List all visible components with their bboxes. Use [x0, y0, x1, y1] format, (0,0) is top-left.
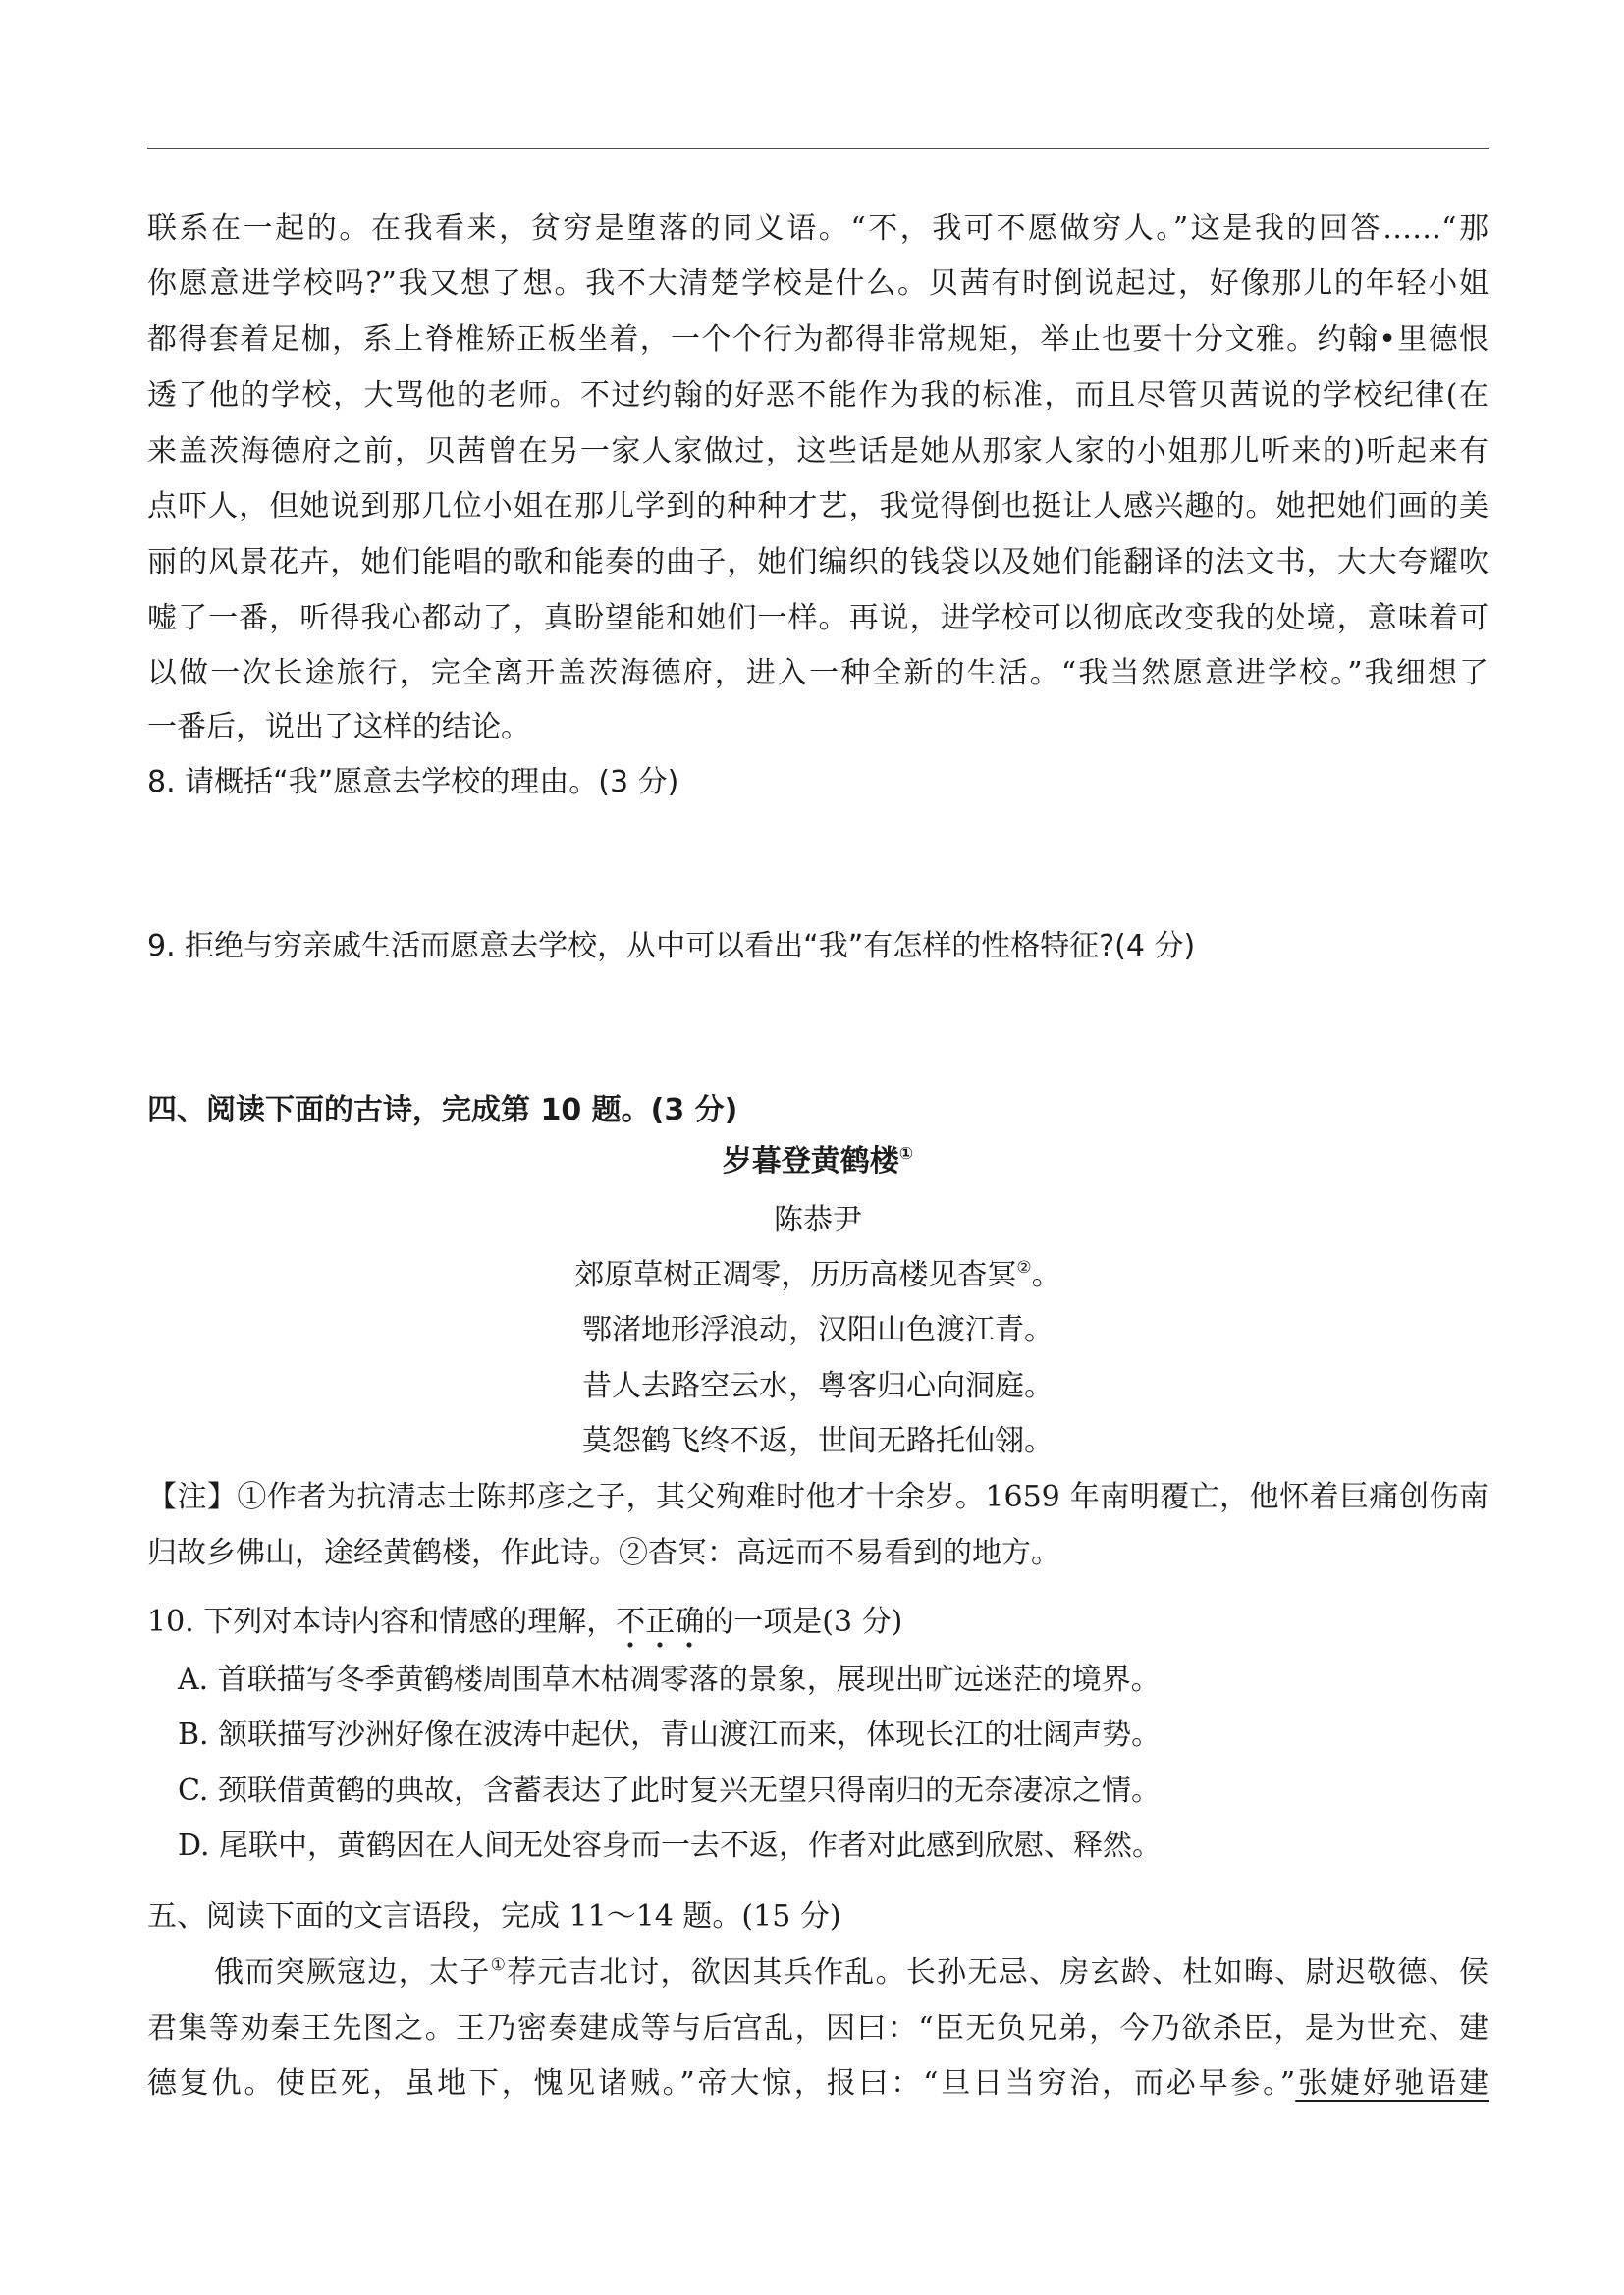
poem-line: 鄂渚地形浮浪动，汉阳山色渡江青。	[582, 1313, 1054, 1347]
passage-line: 一番后，说出了这样的结论。	[147, 710, 530, 744]
section-4-heading: 四、阅读下面的古诗，完成第 10 题。(3 分)	[147, 1093, 738, 1127]
option-d: D. 尾联中，黄鹤因在人间无处容身而一去不返，作者对此感到欣慰、释然。	[178, 1829, 1163, 1863]
question-10	[147, 1601, 1489, 1644]
passage-line: 丽的风景花卉，她们能唱的歌和能奏的曲子，她们编织的钱袋以及她们能翻译的法文书，大大夸耀吹	[147, 545, 1489, 579]
poem-line	[147, 1254, 1489, 1297]
question-10-prefix: 10. 下列对本诗内容和情感的理解，	[147, 1605, 617, 1639]
option-a: A. 首联描写冬季黄鹤楼周围草木枯凋零落的景象，展现出旷远迷茫的境界。	[178, 1663, 1161, 1697]
header-rule	[147, 148, 1489, 149]
emphasis-text: 不正确	[616, 1605, 704, 1649]
question-9: 9. 拒绝与穷亲戚生活而愿意去学校，从中可以看出“我”有怎样的性格特征?(4 分)	[147, 929, 1196, 963]
passage-line: 嘘了一番，听得我心都动了，真盼望能和她们一样。再说，进学校可以彻底改变我的处境，意味着可	[147, 601, 1489, 635]
classical-text: 俄而突厥寇边，太子	[214, 1955, 491, 1990]
poem-line-end: 。	[1031, 1258, 1061, 1292]
passage-line: 你愿意进学校吗?”我又想了想。我不大清楚学校是什么。贝茜有时倒说起过，好像那儿的年轻小姐	[147, 266, 1489, 301]
poem-line: 莫怨鹤飞终不返，世间无路托仙翎。	[582, 1424, 1054, 1458]
passage-line: 都得套着足枷，系上脊椎矫正板坐着，一个个行为都得非常规矩，举止也要十分文雅。约翰•里德恨	[147, 322, 1489, 356]
poem-note-line: 归故乡佛山，途经黄鹤楼，作此诗。②杳冥：高远而不易看到的地方。	[147, 1536, 1060, 1570]
classical-text-line	[147, 2062, 1489, 2105]
footnote-mark: ①	[490, 1955, 508, 1975]
poem-author: 陈恭尹	[774, 1203, 862, 1237]
footnote-mark: ②	[1016, 1258, 1032, 1278]
classical-text-line: 君集等劝秦王先图之。王乃密奏建成等与后宫乱，因曰：“臣无负兄弟，今乃欲杀臣，是为世充、建	[147, 2011, 1489, 2046]
classical-text: 荐元吉北讨，欲因其兵作乱。长孙无忌、房玄龄、杜如晦、尉迟敬德、侯	[507, 1955, 1489, 1990]
question-10-suffix: 的一项是(3 分)	[704, 1605, 903, 1639]
section-5-heading: 五、阅读下面的文言语段，完成 11～14 题。(15 分)	[147, 1899, 841, 1934]
question-8: 8. 请概括“我”愿意去学校的理由。(3 分)	[147, 765, 679, 799]
passage-line: 以做一次长途旅行，完全离开盖茨海德府，进入一种全新的生活。“我当然愿意进学校。”我细想了	[147, 656, 1489, 690]
passage-line: 来盖茨海德府之前，贝茜曾在另一家人家做过，这些话是她从那家人家的小姐那儿听来的)听起来有	[147, 434, 1489, 468]
classical-text: 德复仇。使臣死，虽地下，愧见诸贼。”帝大惊，报曰：“旦日当穷治，而必早参。”	[147, 2066, 1296, 2101]
underlined-sentence: 张婕妤驰语建	[1295, 2066, 1489, 2101]
poem-title	[147, 1140, 1489, 1183]
option-b: B. 颔联描写沙洲好像在波涛中起伏，青山渡江而来，体现长江的壮阔声势。	[178, 1718, 1162, 1752]
passage-line: 联系在一起的。在我看来，贫穷是堕落的同义语。“不，我可不愿做穷人。”这是我的回答……“那	[147, 211, 1489, 246]
footnote-mark: ①	[898, 1144, 914, 1164]
passage-line: 点吓人，但她说到那几位小姐在那儿学到的种种才艺，我觉得倒也挺让人感兴趣的。她把她们画的美	[147, 489, 1489, 523]
poem-title-text: 岁暮登黄鹤楼	[722, 1144, 899, 1178]
poem-line: 昔人去路空云水，粤客归心向洞庭。	[582, 1369, 1054, 1403]
classical-text-line	[147, 1951, 1489, 1994]
poem-line-text: 郊原草树正凋零，历历高楼见杳冥	[574, 1258, 1017, 1292]
option-c: C. 颈联借黄鹤的典故，含蓄表达了此时复兴无望只得南归的无奈凄凉之情。	[178, 1774, 1161, 1808]
poem-note-line: 【注】①作者为抗清志士陈邦彦之子，其父殉难时他才十余岁。1659 年南明覆亡，他怀着巨痛创伤南	[147, 1480, 1489, 1514]
passage-line: 透了他的学校，大骂他的老师。不过约翰的好恶不能作为我的标准，而且尽管贝茜说的学校纪律(在	[147, 378, 1489, 412]
